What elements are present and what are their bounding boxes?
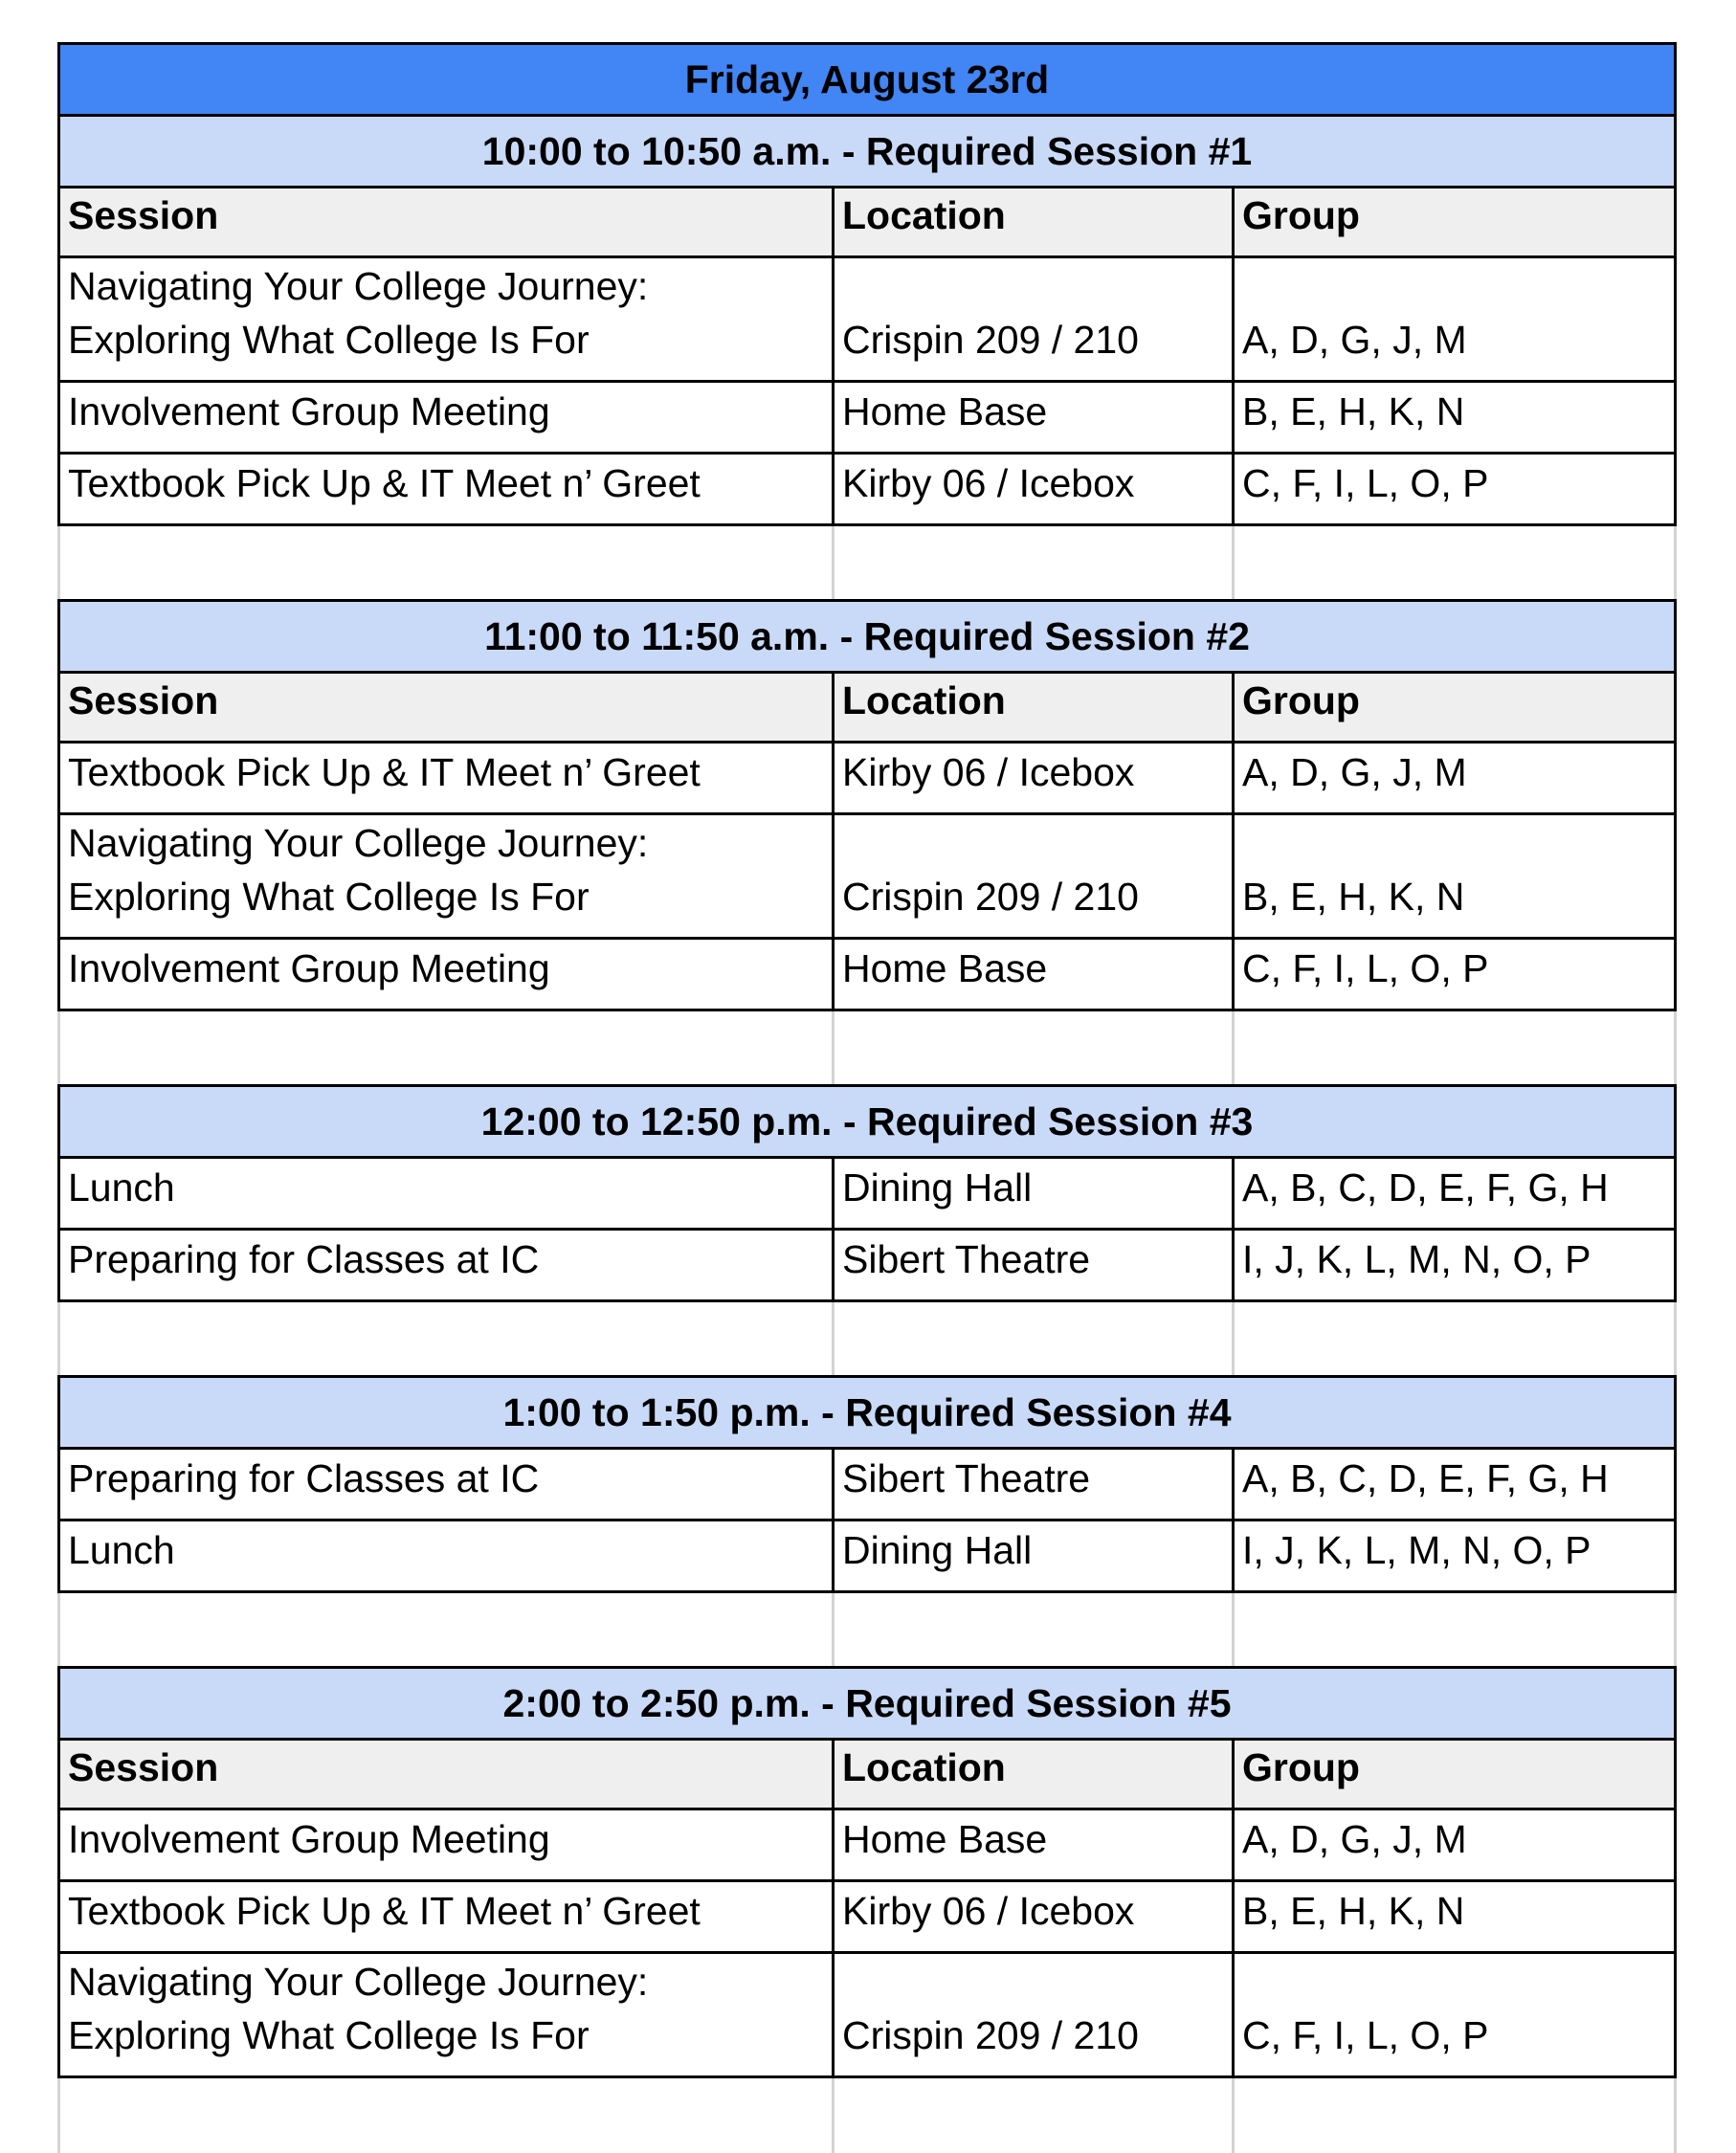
session-name: Preparing for Classes at IC	[57, 1228, 835, 1302]
column-header-session: Session	[57, 186, 835, 258]
table-row	[57, 1879, 1677, 1954]
spacer-cell	[57, 1302, 835, 1375]
session-name-line: Navigating Your College Journey:	[68, 821, 649, 866]
session-name: Textbook Pick Up & IT Meet n’ Greet	[57, 741, 835, 815]
table-row	[57, 937, 1677, 1011]
session-location: Kirby 06 / Icebox	[832, 1879, 1235, 1954]
session-location: Sibert Theatre	[832, 1447, 1235, 1521]
session-location: Dining Hall	[832, 1156, 1235, 1231]
table-row	[57, 812, 1677, 940]
session-group: A, B, C, D, E, F, G, H	[1232, 1156, 1677, 1231]
session-name-line: Navigating Your College Journey:	[68, 1960, 649, 2005]
session-name	[57, 255, 835, 383]
session-group: A, D, G, J, M	[1232, 741, 1677, 815]
session-name	[57, 812, 835, 940]
session-location: Dining Hall	[832, 1519, 1235, 1593]
spacer-cell	[1232, 1593, 1677, 1666]
session-location: Crispin 209 / 210	[832, 1951, 1235, 2078]
session-group: B, E, H, K, N	[1232, 380, 1677, 455]
session-group: A, B, C, D, E, F, G, H	[1232, 1447, 1677, 1521]
session-name	[57, 1951, 835, 2078]
column-header-row	[57, 186, 1677, 258]
table-row	[57, 1447, 1677, 1521]
table-row	[57, 452, 1677, 526]
spacer-cell	[832, 1302, 1235, 1375]
column-header-session: Session	[57, 671, 835, 744]
column-header-row	[57, 671, 1677, 744]
spacer-cell	[832, 1593, 1235, 1666]
session-block-heading: 2:00 to 2:50 p.m. - Required Session #5	[57, 1666, 1677, 1741]
session-group: C, F, I, L, O, P	[1232, 452, 1677, 526]
session-block-heading: 11:00 to 11:50 a.m. - Required Session #2	[57, 599, 1677, 674]
session-name-line: Exploring What College Is For	[68, 2012, 590, 2057]
column-header-location: Location	[832, 1738, 1235, 1810]
spacer-row	[57, 2078, 1677, 2153]
session-location: Crispin 209 / 210	[832, 255, 1235, 383]
session-name: Preparing for Classes at IC	[57, 1447, 835, 1521]
spacer-cell	[1232, 526, 1677, 599]
spacer-cell	[1232, 1011, 1677, 1084]
session-group: I, J, K, L, M, N, O, P	[1232, 1228, 1677, 1302]
spacer-row	[57, 1302, 1677, 1375]
spacer-cell	[57, 2078, 835, 2153]
table-row	[57, 380, 1677, 455]
table-row	[57, 1156, 1677, 1231]
column-header-location: Location	[832, 671, 1235, 744]
spacer-cell	[832, 2078, 1235, 2153]
session-location: Kirby 06 / Icebox	[832, 741, 1235, 815]
spacer-cell	[832, 526, 1235, 599]
spacer-row	[57, 1011, 1677, 1084]
session-name: Lunch	[57, 1519, 835, 1593]
session-name: Lunch	[57, 1156, 835, 1231]
table-row	[57, 255, 1677, 383]
session-group: C, F, I, L, O, P	[1232, 937, 1677, 1011]
session-name: Textbook Pick Up & IT Meet n’ Greet	[57, 452, 835, 526]
column-header-row	[57, 1738, 1677, 1810]
session-block-heading: 12:00 to 12:50 p.m. - Required Session #3	[57, 1084, 1677, 1159]
session-location: Home Base	[832, 1808, 1235, 1882]
session-group: B, E, H, K, N	[1232, 812, 1677, 940]
spacer-row	[57, 526, 1677, 599]
session-location: Kirby 06 / Icebox	[832, 452, 1235, 526]
session-location: Home Base	[832, 380, 1235, 455]
spacer-cell	[832, 1011, 1235, 1084]
column-header-group: Group	[1232, 671, 1677, 744]
session-group: A, D, G, J, M	[1232, 1808, 1677, 1882]
day-title: Friday, August 23rd	[57, 42, 1677, 117]
session-group: A, D, G, J, M	[1232, 255, 1677, 383]
session-name: Involvement Group Meeting	[57, 937, 835, 1011]
spacer-cell	[1232, 1302, 1677, 1375]
column-header-group: Group	[1232, 186, 1677, 258]
session-name: Involvement Group Meeting	[57, 1808, 835, 1882]
table-row	[57, 1228, 1677, 1302]
table-row	[57, 1808, 1677, 1882]
session-block-heading: 1:00 to 1:50 p.m. - Required Session #4	[57, 1375, 1677, 1450]
session-name-line: Exploring What College Is For	[68, 874, 590, 919]
column-header-location: Location	[832, 186, 1235, 258]
session-group: C, F, I, L, O, P	[1232, 1951, 1677, 2078]
session-name: Involvement Group Meeting	[57, 380, 835, 455]
session-location: Home Base	[832, 937, 1235, 1011]
table-row	[57, 1951, 1677, 2078]
session-group: I, J, K, L, M, N, O, P	[1232, 1519, 1677, 1593]
session-name-line: Navigating Your College Journey:	[68, 264, 649, 309]
session-name-line: Exploring What College Is For	[68, 317, 590, 362]
session-group: B, E, H, K, N	[1232, 1879, 1677, 1954]
spacer-cell	[57, 1593, 835, 1666]
session-name: Textbook Pick Up & IT Meet n’ Greet	[57, 1879, 835, 1954]
spacer-cell	[57, 1011, 835, 1084]
session-block-heading: 10:00 to 10:50 a.m. - Required Session #1	[57, 114, 1677, 189]
session-location: Crispin 209 / 210	[832, 812, 1235, 940]
spacer-cell	[1232, 2078, 1677, 2153]
column-header-group: Group	[1232, 1738, 1677, 1810]
spacer-row	[57, 1593, 1677, 1666]
table-row	[57, 1519, 1677, 1593]
session-location: Sibert Theatre	[832, 1228, 1235, 1302]
column-header-session: Session	[57, 1738, 835, 1810]
spacer-cell	[57, 526, 835, 599]
table-row	[57, 741, 1677, 815]
